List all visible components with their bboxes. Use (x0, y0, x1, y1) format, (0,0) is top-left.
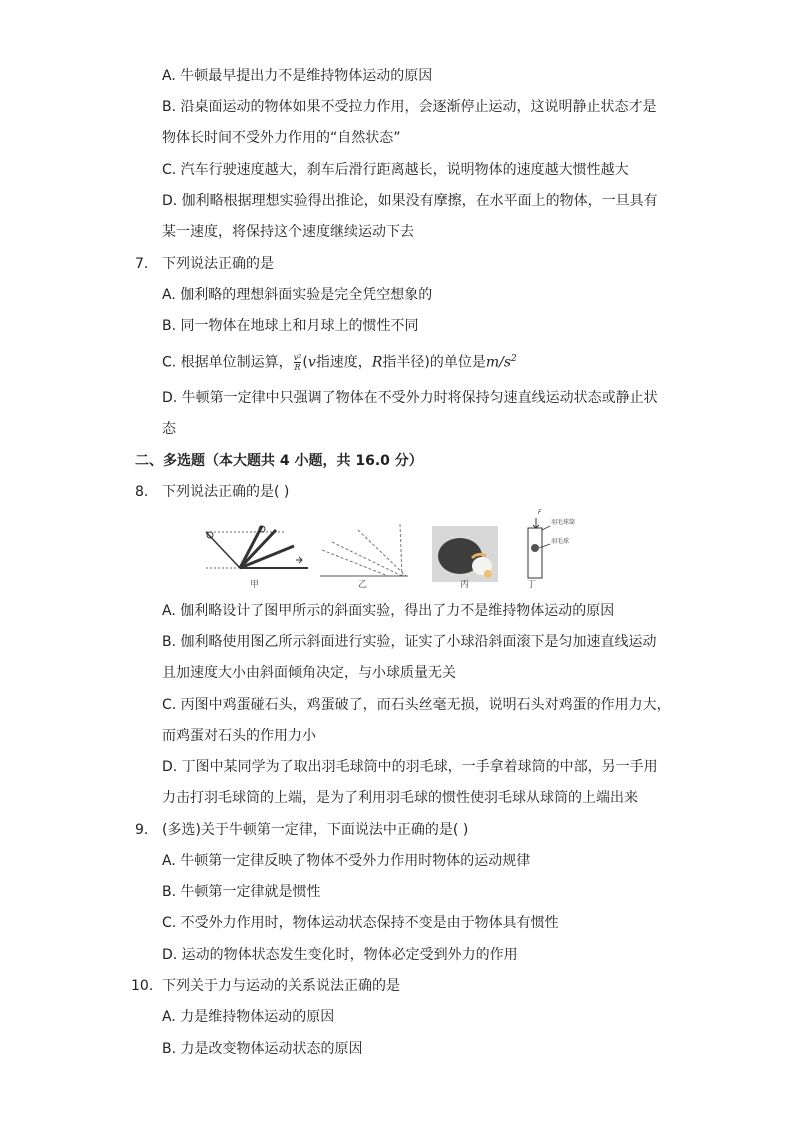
q7-c-numerator: v² (293, 353, 302, 363)
figure-ding-tube-label: 羽毛球筒 (551, 519, 576, 526)
q8-option-d-cont: 力击打羽毛球筒的上端，是为了利用羽毛球的惯性使羽毛球从球筒的上端出来 (162, 790, 638, 806)
q7-c-exp: 2 (511, 354, 517, 364)
q6-option-c: C. 汽车行驶速度越大，刹车后滑行距离越长，说明物体的速度越大惯性越大 (162, 162, 629, 178)
q7-c-mid3: 指半径)的单位是 (382, 354, 486, 371)
q9-number: 9. (135, 822, 149, 838)
q7-stem: 下列说法正确的是 (162, 256, 274, 272)
figure-yi-label: 乙 (358, 580, 368, 590)
q9-option-a: A. 牛顿第一定律反映了物体不受外力作用时物体的运动规律 (162, 853, 531, 869)
q10-option-b: B. 力是改变物体运动状态的原因 (162, 1041, 363, 1057)
q8-option-c-cont: 而鸡蛋对石头的作用力小 (162, 728, 316, 744)
q7-c-r: R (371, 354, 383, 371)
section-heading: 二、多选题（本大题共 4 小题，共 16.0 分） (135, 453, 423, 469)
q8-stem: 下列说法正确的是( ) (162, 484, 290, 500)
q9-stem: (多选)关于牛顿第一定律，下面说法中正确的是( ) (162, 822, 469, 838)
q7-c-fraction (294, 353, 302, 372)
q8-option-d: D. 丁图中某同学为了取出羽毛球筒中的羽毛球，一手拿着球筒的中部，另一手用 (162, 759, 658, 775)
figure-jia-label: 甲 (250, 580, 260, 590)
q6-option-d: D. 伽利略根据理想实验得出推论，如果没有摩擦，在水平面上的物体，一旦具有 (162, 193, 658, 209)
q7-c-prefix: C. 根据单位制运算， (162, 354, 293, 371)
q9-option-c: C. 不受外力作用时，物体运动状态保持不变是由于物体具有惯性 (162, 915, 559, 931)
q7-c-paren: ( (302, 354, 308, 371)
q8-option-a: A. 伽利略设计了图甲所示的斜面实验，得出了力不是维持物体运动的原因 (162, 603, 615, 619)
q7-option-a: A. 伽利略的理想斜面实验是完全凭空想象的 (162, 287, 433, 303)
q7-option-c (162, 349, 517, 373)
figure-ding-force-label: F (538, 509, 542, 516)
q7-c-v: v (307, 354, 316, 371)
q9-option-d: D. 运动的物体状态发生变化时，物体必定受到外力的作用 (162, 947, 518, 963)
figure-ding-ball-label: 羽毛球 (551, 538, 570, 545)
q7-c-mid2: 指速度， (315, 354, 372, 371)
q6-option-d-cont: 某一速度，将保持这个速度继续运动下去 (162, 224, 414, 240)
q7-c-denominator: R (294, 363, 301, 373)
q6-option-a: A. 牛顿最早提出力不是维持物体运动的原因 (162, 68, 433, 84)
q8-option-b: B. 伽利略使用图乙所示斜面进行实验，证实了小球沿斜面滚下是匀加速直线运动 (162, 634, 657, 650)
q7-option-b: B. 同一物体在地球上和月球上的惯性不同 (162, 318, 419, 334)
q7-option-d-cont: 态 (162, 421, 176, 437)
q8-option-b-cont: 且加速度大小由斜面倾角决定，与小球质量无关 (162, 665, 456, 681)
q10-stem: 下列关于力与运动的关系说法正确的是 (162, 978, 400, 994)
q9-option-b: B. 牛顿第一定律就是惯性 (162, 884, 321, 900)
q10-option-a: A. 力是维持物体运动的原因 (162, 1009, 335, 1025)
figure-ding-label: 丁 (527, 580, 537, 590)
q8-number: 8. (135, 484, 149, 500)
q10-number: 10. (131, 978, 154, 994)
figure-bing-label: 丙 (460, 580, 470, 590)
q6-option-b: B. 沿桌面运动的物体如果不受拉力作用，会逐渐停止运动，这说明静止状态才是 (162, 99, 657, 115)
q7-option-d: D. 牛顿第一定律中只强调了物体在不受外力时将保持匀速直线运动状态或静止状 (162, 390, 658, 406)
q7-c-unit: m/s (485, 354, 512, 371)
q8-option-c: C. 丙图中鸡蛋碰石头，鸡蛋破了，而石头丝毫无损，说明石头对鸡蛋的作用力大， (162, 697, 671, 713)
q6-option-b-cont: 物体长时间不受外力作用的“自然状态” (162, 130, 401, 146)
q7-number: 7. (135, 256, 149, 272)
